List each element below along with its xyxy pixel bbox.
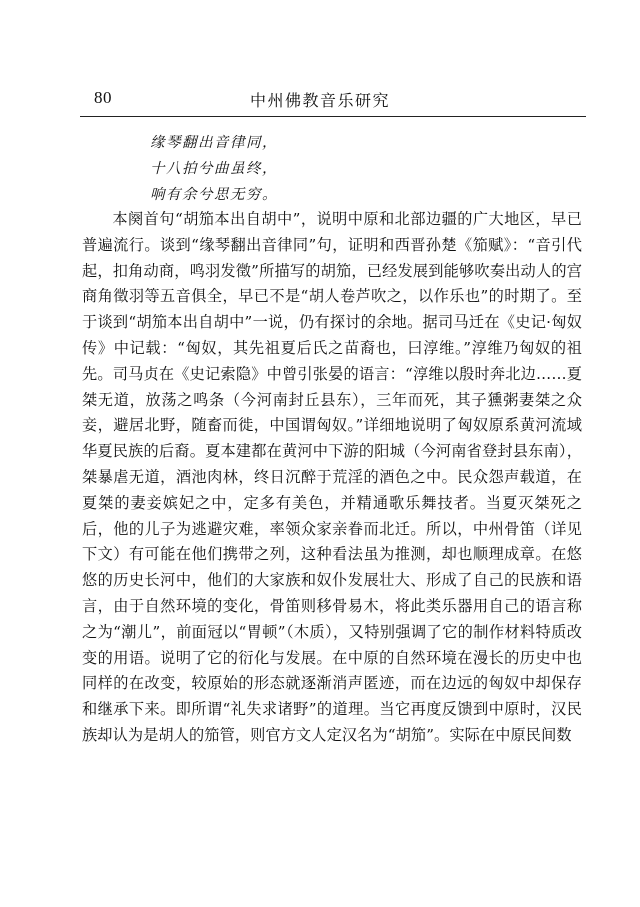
page-header xyxy=(82,88,582,112)
poem-block xyxy=(150,130,530,208)
header-rule xyxy=(80,116,586,117)
poem-line: 十八拍兮曲虽终， xyxy=(150,161,278,177)
running-title: 中州佛教音乐研究 xyxy=(250,91,391,110)
page-number: 80 xyxy=(94,88,112,107)
poem-line: 响有余兮思无穷。 xyxy=(150,187,278,203)
body-text xyxy=(82,207,582,749)
poem-line: 缘琴翻出音律同， xyxy=(150,135,278,151)
body-paragraph: 本阕首句“胡笳本出自胡中”，说明中原和北部边疆的广大地区，早已普遍流行。谈到“缘琴翻出音律同”句，证明和西晋孙楚《笳赋》：“音引代起，扣角动商，鸣羽发徵”所描写的胡笳，已经发展到能够吹奏出动人的宫商角徵羽等五音俱全，早已不是“胡人卷芦吹之，以作乐也”的时期了。至于谈到“胡笳本出自胡中”一说，仍有探讨的余地。据司马迁在《史记·匈奴传》中记载：“匈奴，其先祖夏后氏之苗裔也，曰淳维。”淳维乃匈奴的祖先。司马贞在《史记索隐》中曾引张晏的语言：“淳维以殷时奔北边……夏桀无道，放荡之鸣条（今河南封丘县东），三年而死，其子獯粥妻桀之众妾，避居北野，随畜而徙，中国谓匈奴。”详细地说明了匈奴原系黄河流域华夏民族的后裔。夏本建都在黄河中下游的阳城（今河南省登封县东南），桀暴虐无道，酒池肉林，终日沉醉于荒淫的酒色之中。民众怨声载道，在夏桀的妻妾嫔妃之中，定多有美色，并精通歌乐舞技者。当夏灭桀死之后，他的儿子为逃避灾难，率领众家亲眷而北迁。所以，中州骨笛（详见下文）有可能在他们携带之列，这种看法虽为推测，却也顺理成章。在悠悠的历史长河中，他们的大家族和奴仆发展壮大、形成了自己的民族和语言，由于自然环境的变化，骨笛则移骨易木，将此类乐器用自己的语言称之为“潮儿”，前面冠以“胃顿”（木质），又特别强调了它的制作材料特质改变的用语。说明了它的衍化与发展。在中原的自然环境在漫长的历史中也同样的在改变，较原始的形态就逐渐消声匿迹，而在边远的匈奴中却保存和继承下来。即所谓“礼失求诸野”的道理。当它再度反馈到中原时，汉民族却认为是胡人的笳管，则官方文人定汉名为“胡笳”。实际在中原民间数 xyxy=(82,210,582,744)
